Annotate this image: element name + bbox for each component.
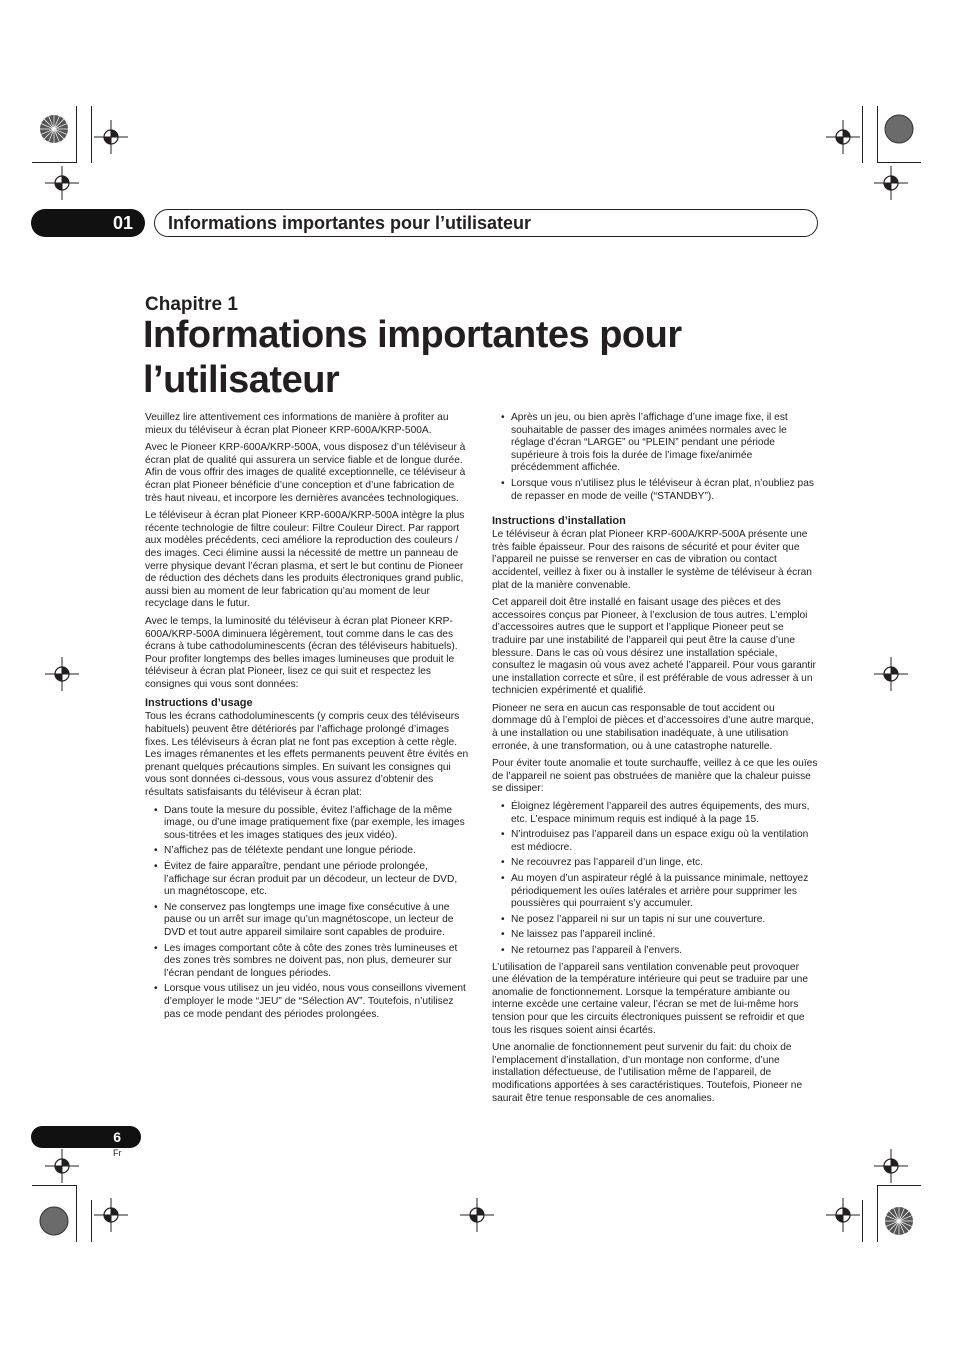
list-item: • Ne posez l’appareil ni sur un tapis ni sur une couverture. (492, 914, 818, 927)
crop-line (877, 1185, 921, 1186)
list-item: • Au moyen d’un aspirateur réglé à la puissance minimale, nettoyez périodiquement les ouïes latérales et arrière pour supprimer les poussières qui pourraient s’y accumuler. (492, 873, 818, 911)
list-item: • Ne retournez pas l’appareil à l’envers. (492, 945, 818, 958)
registration-target-icon (45, 1149, 79, 1183)
crop-line (877, 106, 878, 163)
starburst-target-icon (38, 113, 70, 145)
left-column (145, 412, 470, 1025)
gray-patch-icon (38, 1205, 70, 1237)
page-number-badge: 6 (31, 1126, 141, 1148)
paragraph: Pioneer ne sera en aucun cas responsable de tout accident ou dommage dû à l’emploi de pièces et d’accessoires d’une autre marque, à une installation ou une stabilisation inadéquate, à une utilisation erronée, à une transformation, ou à une catastrophe naturelle. (492, 702, 814, 752)
gray-patch-icon (883, 113, 915, 145)
list-item: • Les images comportant côte à côte des zones très lumineuses et des zones très sombres ne doivent pas, non plus, demeurer sur l’écran pendant de longues périodes. (145, 943, 470, 981)
crop-line (91, 1200, 92, 1242)
registration-target-icon (874, 1149, 908, 1183)
registration-target-icon (460, 1198, 494, 1232)
registration-target-icon (94, 120, 128, 154)
paragraph: Tous les écrans cathodoluminescents (y compris ceux des téléviseurs habituels) peuvent être détériorés par l’affichage prolongé d’images fixes. Les téléviseurs à écran plat ne font pas exception à cette règle. Les images rémanentes et les effets permanents peuvent être évités en prenant quelques précautions simples. En suivant les consignes qui vous sont données ci-dessous, vous vous assurez d’obtenir des résultats satisfaisants du téléviseur à écran plat: (145, 711, 469, 799)
bullet-list (145, 805, 470, 1022)
list-item: • Après un jeu, ou bien après l’affichage d’une image fixe, il est souhaitable de passer des images animées normales avec le réglage d’écran “LARGE” ou “PLEIN” pendant une période supérieure à trois fois la durée de l’image fixe/animée précédemment affichée. (492, 412, 818, 475)
chapter-header-title: Informations importantes pour l’utilisateur (154, 209, 818, 237)
registration-target-icon (874, 166, 908, 200)
crop-line (877, 162, 921, 163)
chapter-label: Chapitre 1 (145, 294, 238, 315)
list-item: • Ne laissez pas l’appareil incliné. (492, 929, 818, 942)
right-column (492, 412, 818, 1110)
list-item: • Lorsque vous utilisez un jeu vidéo, nous vous conseillons vivement d’employer le mode “JEU” de “Sélection AV”. Toutefois, n’utilisez pas ce mode pendant des périodes prolongées. (145, 983, 470, 1021)
list-item: • N’affichez pas de télétexte pendant une longue période. (145, 845, 470, 858)
starburst-target-icon (883, 1205, 915, 1237)
crop-line (32, 162, 76, 163)
list-item: • Ne recouvrez pas l’appareil d’un linge, etc. (492, 857, 818, 870)
crop-line (862, 1200, 863, 1242)
paragraph: Pour éviter toute anomalie et toute surchauffe, veillez à ce que les ouïes de l’appareil ne soient pas obstruées de manière que la chaleur puisse se dissiper: (492, 758, 818, 795)
paragraph: Le téléviseur à écran plat Pioneer KRP-600A/KRP-500A présente une très faible épaisseur. Pour des raisons de sécurité et pour éviter que l’appareil ne puisse se renverser en cas de vibration ou contact accidentel, veillez à fixer ou à installer le système de téléviseur à écran plat de la manière convenable. (492, 529, 812, 591)
registration-target-icon (45, 657, 79, 691)
section-heading: Instructions d’installation (492, 515, 626, 528)
registration-target-icon (826, 1198, 860, 1232)
paragraph: Avec le temps, la luminosité du téléviseur à écran plat Pioneer KRP-600A/KRP-500A diminuera légèrement, tout comme dans le cas des écrans à tube cathodoluminescents (écran des téléviseurs habituels). Pour profiter longtemps des belles images lumineuses que produit le téléviseur à écran plat Pioneer, lisez ce qui suit et respectez les consignes qui vous sont données: (145, 615, 458, 690)
crop-line (76, 106, 77, 163)
crop-line (32, 1185, 76, 1186)
paragraph: Le téléviseur à écran plat Pioneer KRP-600A/KRP-500A intègre la plus récente technologie de filtre couleur: Filtre Couleur Direct. Par rapport aux modèles précédents, ceci améliore la reproduction des couleurs / des images. Ceci élimine aussi la nécessité de mettre un panneau de verre physique devant l’écran plasma, et sert le but continu de Pioneer de réduction des déchets dans les produits électroniques grand public, aussi bien au moment de leur fabrication qu’au moment de leur recyclage dans le futur. (145, 510, 465, 610)
language-code: Fr (113, 1148, 122, 1158)
crop-line (76, 1185, 77, 1242)
list-item: • Lorsque vous n’utilisez plus le téléviseur à écran plat, n’oubliez pas de repasser en mode de veille (“STANDBY”). (492, 478, 818, 503)
paragraph: Veuillez lire attentivement ces informations de manière à profiter au mieux du téléviseur à écran plat Pioneer KRP-600A/KRP-500A. (145, 412, 449, 436)
paragraph: Avec le Pioneer KRP-600A/KRP-500A, vous disposez d’un téléviseur à écran plat de qualité qui assurera un service fiable et de longue durée. Afin de vous offrir des images de qualité exceptionnelle, ce téléviseur à écran plat Pioneer bénéficie d’une conception et d’une fabrication de très haut niveau, et incorpore les dernières avancées technologiques. (145, 442, 466, 504)
crop-line (91, 106, 92, 163)
crop-line (877, 1185, 878, 1242)
bullet-list (492, 801, 818, 958)
section-heading: Instructions d’usage (145, 697, 253, 710)
page-title-line: l’utilisateur (143, 359, 340, 401)
registration-target-icon (45, 166, 79, 200)
paragraph: Une anomalie de fonctionnement peut survenir du fait: du choix de l’emplacement d’installation, d’un montage non conforme, d’une installation défectueuse, de l’utilisation même de l’appareil, de modifications apportées à ses caractéristiques. Toutefois, Pioneer ne saurait être tenue responsable de ces anomalies. (492, 1042, 803, 1104)
registration-target-icon (874, 657, 908, 691)
page-title-line: Informations importantes pour (143, 314, 682, 356)
list-item: • Ne conservez pas longtemps une image fixe consécutive à une pause ou un arrêt sur image qu’un magnétoscope, un lecteur de DVD et tout autre appareil similaire sont capables de produire. (145, 902, 470, 940)
paragraph: Cet appareil doit être installé en faisant usage des pièces et des accessoires conçus par Pioneer, à l’exclusion de tous autres. L’emploi d’accessoires autres que le support et l’applique Pioneer peut se traduire par une instabilité de l’appareil qui peut être la cause d’une blessure. Dans le cas où vous désirez une installation spéciale, consultez le magasin où vous avez acheté l’appareil. Pour vous garantir une installation correcte et sûre, il est préférable de vous adresser à un technicien expérimenté et qualifié. (492, 597, 816, 697)
list-item: • Dans toute la mesure du possible, évitez l’affichage de la même image, ou d’une image pratiquement fixe (par exemple, les images sous-titrées et les images statiques des jeux vidéo). (145, 805, 470, 843)
list-item: • Éloignez légèrement l’appareil des autres équipements, des murs, etc. L’espace minimum requis est indiqué à la page 15. (492, 801, 818, 826)
chapter-number-badge: 01 (31, 209, 145, 237)
registration-target-icon (94, 1198, 128, 1232)
list-item: • Évitez de faire apparaître, pendant une période prolongée, l’affichage sur écran produit par un décodeur, un lecteur de DVD, un magnétoscope, etc. (145, 861, 470, 899)
registration-target-icon (826, 120, 860, 154)
bullet-list (492, 412, 818, 503)
page-title (143, 313, 783, 403)
paragraph: L’utilisation de l’appareil sans ventilation convenable peut provoquer une élévation de la température intérieure qui peut se traduire par une anomalie de fonctionnement. Lorsque la température ambiante ou interne excède une certaine valeur, l’écran se met de lui-même hors tension pour que les circuits électroniques puissent se refroidir et que tous les risques soient ainsi écartés. (492, 961, 809, 1036)
list-item: • N’introduisez pas l’appareil dans un espace exigu où la ventilation est médiocre. (492, 829, 818, 854)
crop-line (862, 106, 863, 163)
